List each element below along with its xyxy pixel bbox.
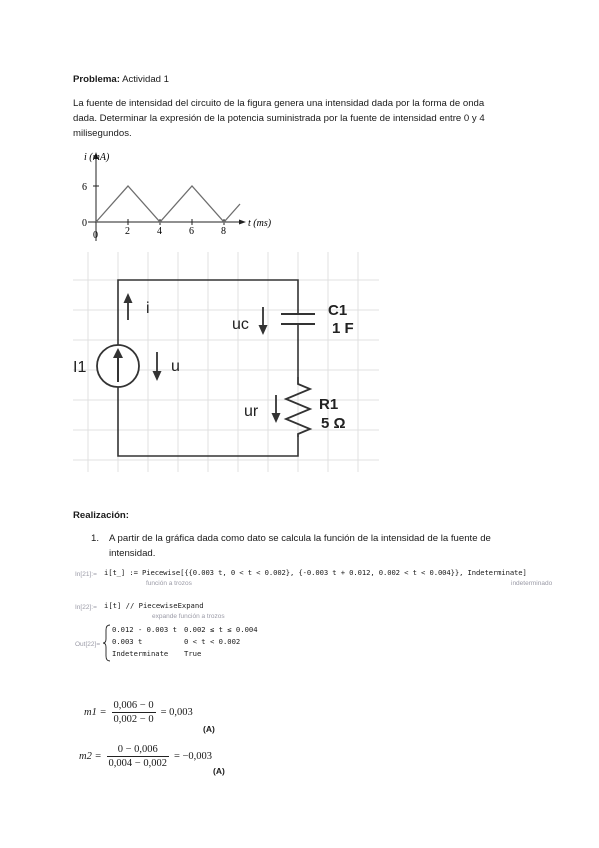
m1-fraction (112, 700, 156, 725)
out22-prompt: Out[22]= (75, 641, 101, 648)
statement-line-3: milisegundos. (73, 128, 132, 139)
source-name-label: I1 (73, 359, 87, 376)
list-item-line-1: A partir de la gráfica dada como dato se calcula la función de la intensidad de la fuente de (109, 533, 491, 544)
out22-row-cond: 0 < t < 0.002 (184, 637, 241, 646)
x-tick-label-4: 4 (157, 226, 162, 237)
current-waveform-graph (70, 146, 285, 246)
y-tick-label-0: 0 (82, 218, 87, 229)
m1-lhs: m1 = (84, 707, 107, 718)
list-item-line-2: intensidad. (109, 548, 156, 559)
in21-code: i[t_] := Piecewise[{{0.003 t, 0 < t < 0.002}, {-0.003 t + 0.012, 0.002 < t < 0.004}}, Indeterminate] (104, 568, 527, 577)
equation-m2 (79, 744, 212, 769)
out22-row-expr: Indeterminate (112, 649, 169, 658)
capacitor-value-label: 1 F (332, 320, 354, 337)
in22-code: i[t] // PiecewiseExpand (104, 601, 204, 610)
problem-heading (73, 72, 169, 87)
m2-fraction (107, 744, 169, 769)
m2-lhs: m2 = (79, 751, 102, 762)
capacitor-name-label: C1 (328, 302, 348, 319)
out22-row-expr: 0.003 t (112, 637, 143, 646)
x-tick-label-6: 6 (189, 226, 194, 237)
m1-denominator: 0,002 − 0 (113, 714, 154, 725)
list-item-text (109, 531, 539, 561)
voltage-u-label: u (171, 358, 180, 375)
statement-line-1: La fuente de intensidad del circuito de la figura genera una intensidad dada por la forma de onda (73, 98, 485, 109)
y-axis-label: i (mA) (84, 152, 110, 163)
out22-row (112, 648, 258, 660)
section-heading: Realización: (73, 510, 129, 521)
voltage-ur-label: ur (244, 403, 259, 420)
in21-hint-right: indeterminado (511, 580, 553, 587)
x-tick-label-0: 0 (93, 230, 98, 241)
m2-rhs: = −0,003 (173, 751, 213, 762)
circuit-schematic (73, 252, 379, 472)
out22-row (112, 636, 258, 648)
x-axis-label: t (ms) (248, 218, 272, 229)
problem-title: Actividad 1 (122, 74, 169, 85)
in22-prompt: In[22]:= (75, 604, 97, 611)
m1-rhs: = 0,003 (160, 707, 193, 718)
m2-denominator: 0,004 − 0,002 (108, 758, 167, 769)
out22-row-cond: True (184, 649, 202, 658)
triangle-wave-line (96, 186, 240, 222)
m1-numerator: 0,006 − 0 (113, 700, 154, 711)
m2-numerator: 0 − 0,006 (117, 744, 158, 755)
piecewise-brace-icon (103, 624, 111, 662)
y-tick-label-6: 6 (82, 182, 87, 193)
current-label: i (146, 300, 150, 317)
resistor-value-label: 5 Ω (321, 415, 346, 432)
voltage-uc-label: uc (232, 316, 249, 333)
statement-line-2: dada. Determinar la expresión de la potencia suministrada por la fuente de intensidad entre 0 y 4 (73, 113, 485, 124)
resistor-name-label: R1 (319, 396, 339, 413)
voltage-uc-arrow-icon (259, 325, 268, 335)
voltage-u-arrow-icon (153, 371, 162, 381)
x-axis-arrow (239, 220, 246, 225)
list-item-number: 1. (91, 533, 100, 544)
out22-table (112, 624, 258, 660)
in21-prompt: In[21]:= (75, 571, 97, 578)
problem-statement (73, 96, 543, 141)
voltage-ur-arrow-icon (272, 413, 281, 423)
problem-label: Problema: (73, 74, 120, 85)
x-tick-label-8: 8 (221, 226, 226, 237)
equation-m1 (84, 700, 193, 725)
m2-unit: (A) (213, 766, 225, 776)
in21-hint: función a trozos (146, 580, 192, 587)
current-arrow-icon (124, 293, 133, 303)
x-tick-label-2: 2 (125, 226, 130, 237)
out22-row (112, 624, 258, 636)
out22-row-expr: 0.012 - 0.003 t (112, 625, 177, 634)
m1-unit: (A) (203, 724, 215, 734)
out22-row-cond: 0.002 ≤ t ≤ 0.004 (184, 625, 258, 634)
in22-hint: expande función a trozos (152, 613, 225, 620)
